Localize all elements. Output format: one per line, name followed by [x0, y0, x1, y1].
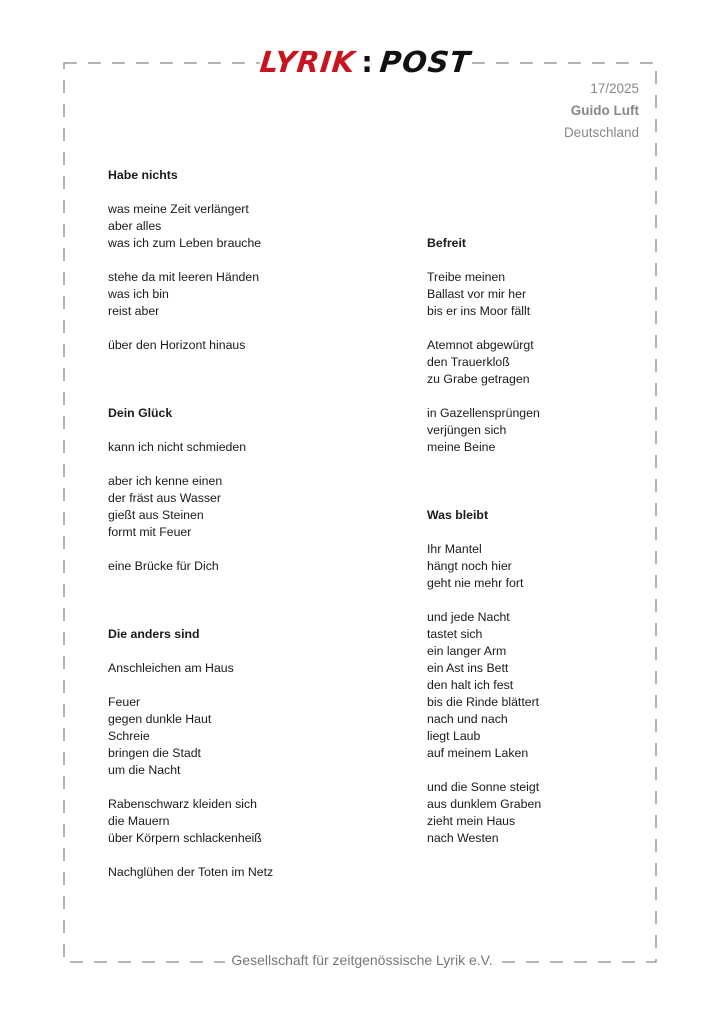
poem-line: kann ich nicht schmieden [108, 440, 247, 454]
author-name: Guido Luft [570, 103, 639, 118]
poem-line: formt mit Feuer [108, 525, 192, 539]
poem-line: der fräst aus Wasser [108, 491, 221, 505]
poem-line: verjüngen sich [427, 423, 507, 437]
stanza [108, 439, 398, 456]
poem-title: Dein Glück [108, 406, 173, 420]
poem-line: Rabenschwarz kleiden sich [108, 797, 258, 811]
poem-line: was meine Zeit verlängert [108, 202, 249, 216]
poem-line: aber ich kenne einen [108, 474, 223, 488]
stanza [427, 269, 647, 320]
stanza [108, 337, 398, 354]
logo-colon: : [361, 45, 374, 79]
poem-line: Ballast vor mir her [427, 287, 527, 301]
poem [427, 507, 647, 847]
poem-line: tastet sich [427, 627, 483, 641]
poem-line: ein Ast ins Bett [427, 661, 509, 675]
poem-title: Habe nichts [108, 168, 178, 182]
stanza [108, 796, 398, 847]
poem-line: aus dunklem Graben [427, 797, 542, 811]
poem-line: auf meinem Laken [427, 746, 529, 760]
author-country: Deutschland [563, 125, 639, 140]
poem-line: Nachglühen der Toten im Netz [108, 865, 274, 879]
poem-line: gießt aus Steinen [108, 508, 204, 522]
poem-line: was ich zum Leben brauche [108, 236, 262, 250]
stanza [108, 864, 398, 881]
stanza [108, 269, 398, 320]
stanza [427, 405, 647, 456]
poem-line: in Gazellensprüngen [427, 406, 540, 420]
stanza [427, 337, 647, 388]
poem-line: was ich bin [108, 287, 169, 301]
poem-line: aber alles [108, 219, 162, 233]
issue-number: 17/2025 [590, 81, 639, 96]
poem-line: meine Beine [427, 440, 496, 454]
poem-line: bis er ins Moor fällt [427, 304, 531, 318]
poem-line: Treibe meinen [427, 270, 506, 284]
poem-line: stehe da mit leeren Händen [108, 270, 260, 284]
poem-title: Die anders sind [108, 627, 200, 641]
stanza [108, 694, 398, 779]
poem-line: über den Horizont hinaus [108, 338, 246, 352]
stanza [108, 558, 398, 575]
poem-title: Was bleibt [427, 508, 489, 522]
poem-line: Ihr Mantel [427, 542, 482, 556]
stanza [427, 541, 647, 592]
poem [427, 235, 647, 456]
poem-line: bringen die Stadt [108, 746, 201, 760]
poem-line: gegen dunkle Haut [108, 712, 212, 726]
footer-text: Gesellschaft für zeitgenössische Lyrik e.V. [225, 952, 498, 968]
poem-line: Atemnot abgewürgt [427, 338, 534, 352]
stanza [427, 779, 647, 847]
poem-line: nach Westen [427, 831, 499, 845]
logo-lyrik-text: LYRIK [257, 45, 357, 79]
poem [108, 405, 398, 575]
poem-line: Anschleichen am Haus [108, 661, 234, 675]
poem-line: zieht mein Haus [427, 814, 516, 828]
lyrik-post-logo [257, 44, 473, 80]
poem-line: die Mauern [108, 814, 170, 828]
footer [0, 952, 724, 968]
stanza [108, 660, 398, 677]
poem-line: nach und nach [427, 712, 508, 726]
poem [108, 626, 398, 881]
poem-line: den Trauerkloß [427, 355, 510, 369]
stanza [427, 609, 647, 762]
stanza [108, 201, 398, 252]
poem-line: geht nie mehr fort [427, 576, 524, 590]
poem-line: reist aber [108, 304, 160, 318]
poem-line: Schreie [108, 729, 150, 743]
stanza [108, 473, 398, 541]
poem-line: den halt ich fest [427, 678, 514, 692]
poem-line: und die Sonne steigt [427, 780, 540, 794]
logo-post-text: POST [378, 45, 473, 79]
issue-meta [564, 78, 639, 144]
poem-line: über Körpern schlackenheiß [108, 831, 262, 845]
poem-line: eine Brücke für Dich [108, 559, 219, 573]
poem-line: liegt Laub [427, 729, 481, 743]
poem-line: ein langer Arm [427, 644, 507, 658]
poem-column-right [427, 235, 647, 864]
poem-line: hängt noch hier [427, 559, 512, 573]
poem-line: um die Nacht [108, 763, 181, 777]
poem-line: bis die Rinde blättert [427, 695, 540, 709]
poem-line: zu Grabe getragen [427, 372, 530, 386]
poem-title: Befreit [427, 236, 466, 250]
poem-line: und jede Nacht [427, 610, 510, 624]
poem-column-left [108, 167, 398, 898]
poem-line: Feuer [108, 695, 141, 709]
poem [108, 167, 398, 354]
